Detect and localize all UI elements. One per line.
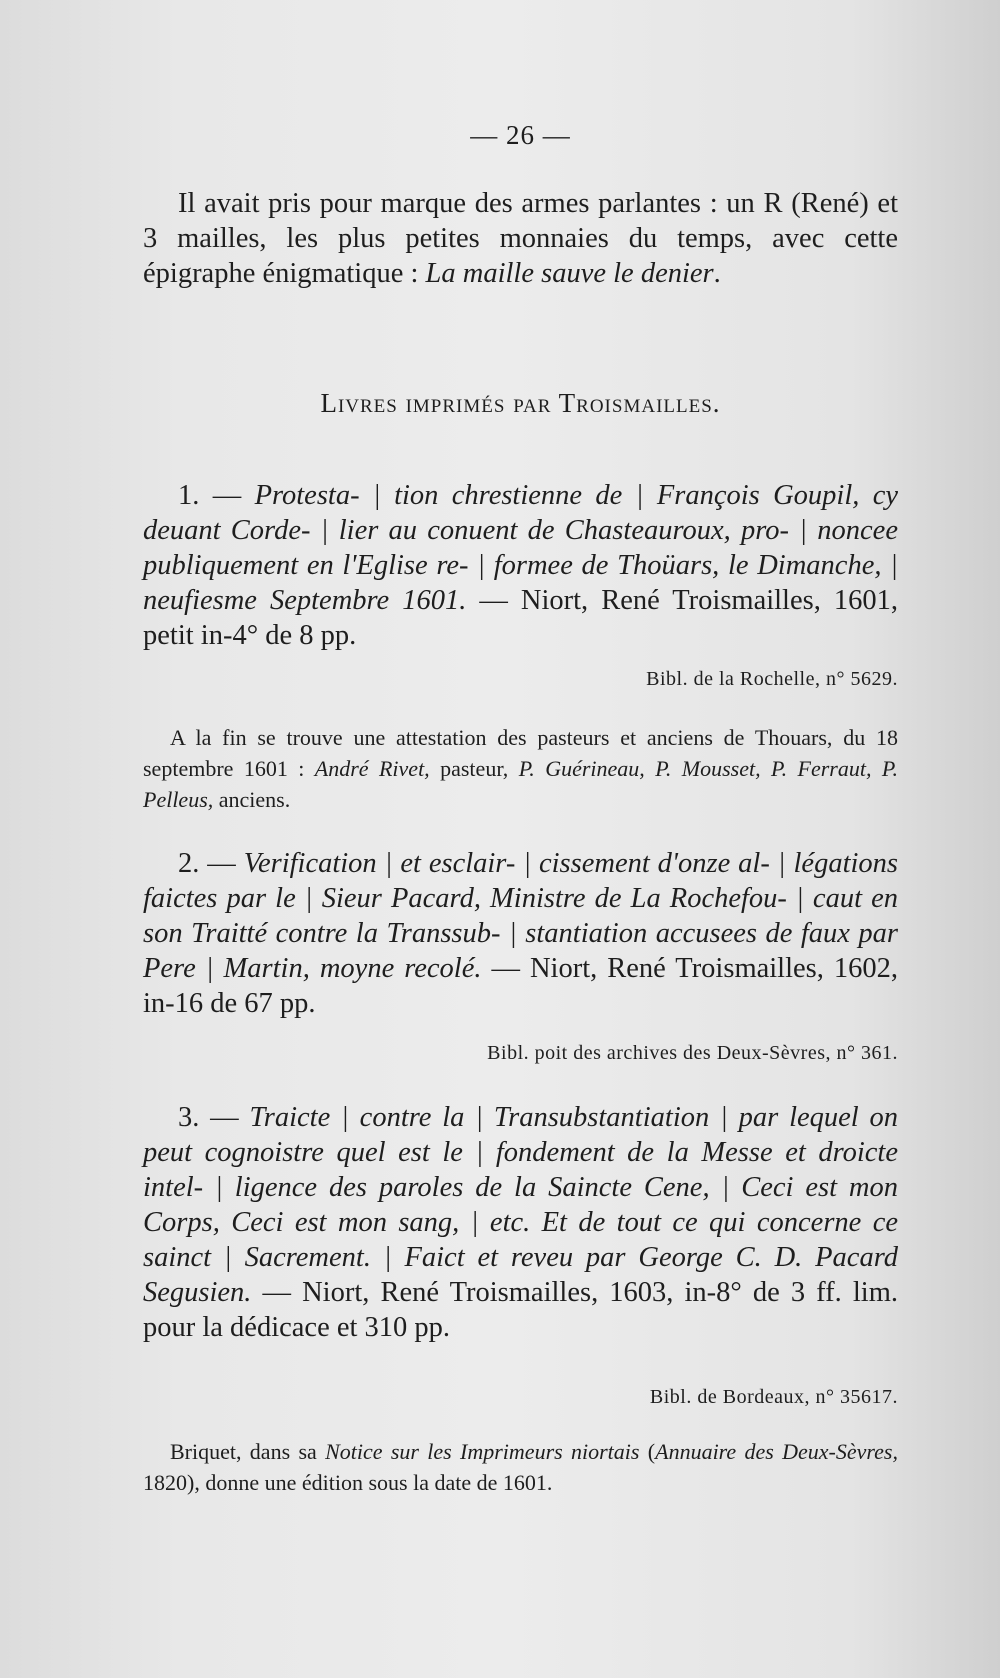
section-heading: Livres imprimés par Troismailles. bbox=[320, 388, 721, 418]
note-2-paren: ( bbox=[639, 1439, 656, 1464]
entry-3 bbox=[143, 1100, 898, 1345]
note-1-text: A la fin se trouve une attestation des pasteurs et anciens de Thouars, du 18 septembre 1601 : bbox=[143, 725, 898, 781]
entry-1-source: Bibl. de la Rochelle, n° 5629. bbox=[646, 668, 898, 690]
note-2 bbox=[143, 1436, 898, 1498]
entry-3-number: 3. — bbox=[178, 1102, 250, 1133]
intro-text: Il avait pris pour marque des armes parlantes : un R (René) et 3 mailles, les plus petites monnaies du temps, avec cette épigraphe énigmatique : bbox=[143, 188, 898, 289]
entry-3-title: Traicte | contre la | Transubstantiation | par lequel on peut cognoistre quel est le | fondement de la Messe et droicte intel- | ligence des paroles de la Saincte Cene, | Ceci est mon Corps, Ceci est mon sang, | etc. Et de tout ce qui concerne ce sainct | Sacrement. | Faict et reveu par George C. D. Pacard Segusien. bbox=[143, 1102, 899, 1308]
note-1-pastor: André Rivet, bbox=[314, 756, 430, 781]
note-1-text-2: pasteur, bbox=[429, 756, 519, 781]
motto: La maille sauve le denier bbox=[425, 258, 714, 289]
note-2-work: Notice sur les Imprimeurs niortais bbox=[325, 1439, 640, 1464]
entry-2-source: Bibl. poit des archives des Deux-Sèvres, n° 361. bbox=[487, 1042, 898, 1064]
note-1-elders: P. Guérineau, P. Mousset, P. Ferraut, P. Pelleus, bbox=[143, 756, 898, 812]
intro-paragraph bbox=[143, 186, 898, 291]
entry-2-imprint: — Niort, René Troismailles, 1602, in-16 de 67 pp. bbox=[143, 953, 898, 1019]
entry-1 bbox=[143, 478, 898, 653]
note-1-text-3: anciens. bbox=[213, 787, 291, 812]
entry-2 bbox=[143, 846, 898, 1021]
entry-1-imprint: — Niort, René Troismailles, 1601, petit in-4° de 8 pp. bbox=[143, 585, 898, 651]
note-2-text: Briquet, dans sa bbox=[170, 1439, 326, 1464]
page-number: — 26 — bbox=[470, 120, 571, 150]
entry-3-imprint: — Niort, René Troismailles, 1603, in-8° de 3 ff. lim. pour la dédicace et 310 pp. bbox=[143, 1277, 898, 1343]
entry-2-title: Verification | et esclair- | cissement d'onze al- | légations faictes par le | Sieur Pacard, Ministre de La Rochefou- | caut en son Traitté contre la Transsub- | stantiation accusees de faux par Pere | Martin, moyne recolé. bbox=[143, 848, 898, 984]
note-2-journal: Annuaire des Deux-Sèvres, bbox=[655, 1439, 898, 1464]
entry-3-source: Bibl. de Bordeaux, n° 35617. bbox=[649, 1386, 898, 1408]
note-1 bbox=[143, 722, 898, 815]
entry-1-number: 1. — bbox=[178, 480, 255, 511]
note-2-text-3: 1820), donne une édition sous la date de 1601. bbox=[143, 1470, 553, 1495]
entry-1-title: Protesta- | tion chrestienne de | François Goupil, cy deuant Corde- | lier au conuent de Chasteauroux, pro- | noncee publiquement en l'Eglise re- | formee de Thoüars, le Dimanche, | neufiesme Septembre 1601. bbox=[143, 480, 899, 616]
intro-end: . bbox=[713, 258, 721, 289]
entry-2-number: 2. — bbox=[178, 848, 244, 879]
